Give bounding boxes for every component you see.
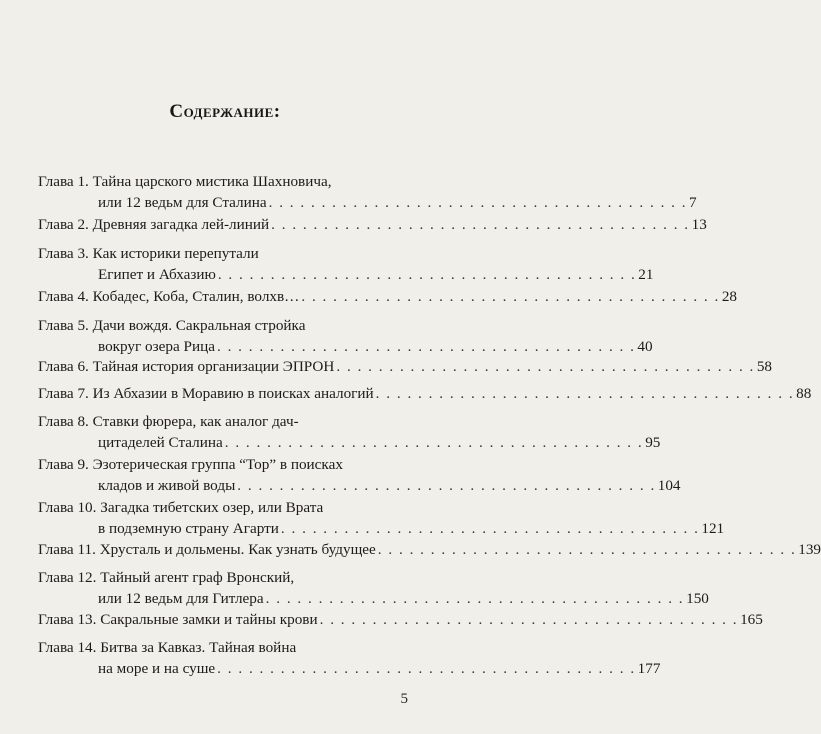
page-ref: 95: [645, 434, 661, 451]
page-ref: 177: [637, 660, 661, 677]
chapter-number: Глава 2.: [38, 216, 89, 233]
leader-dots: . . . . . . . . . . . . . . . . . . . . . . . . . . . . . . . . . . . . . . . .: [216, 338, 636, 355]
toc-entry-9: [38, 454, 681, 496]
toc-entry-13: [38, 609, 763, 630]
page-ref: 104: [657, 477, 681, 494]
chapter-number: Глава 6.: [38, 358, 89, 375]
leader-dots: . . . . . . . . . . . . . . . . . . . . . . . . . . . . . . . . . . . . . . . .: [377, 541, 797, 558]
page-number: 5: [400, 691, 408, 707]
page-ref: 150: [686, 590, 709, 607]
leader-dots: . . . . . . . . . . . . . . . . . . . . . . . . . . . . . . . . . . . . . . . .: [224, 434, 644, 451]
page-ref: 7: [689, 194, 697, 211]
chapter-number: Глава 4.: [38, 288, 89, 305]
page-ref: 139: [798, 541, 821, 558]
page-ref: 40: [637, 338, 653, 355]
page-ref: 21: [638, 266, 654, 283]
chapter-title-line2: или 12 ведьм для Сталина: [98, 194, 267, 211]
leader-dots: . . . . . . . . . . . . . . . . . . . . . . . . . . . . . . . . . . . . . . . .: [336, 358, 755, 375]
leader-dots: . . . . . . . . . . . . . . . . . . . . . . . . . . . . . . . . . . . . . . . .: [217, 266, 637, 283]
toc-entry-4: [38, 286, 737, 307]
leader-dots: . . . . . . . . . . . . . . . . . . . . . . . . . . . . . . . . . . . . . . . .: [375, 385, 795, 402]
page-ref: 121: [701, 520, 725, 537]
toc-entry-8: [38, 411, 661, 453]
chapter-number: Глава 9.: [38, 456, 89, 473]
chapter-number: Глава 11.: [38, 541, 96, 558]
page-ref: 88: [796, 385, 812, 402]
chapter-number: Глава 13.: [38, 611, 97, 628]
chapter-title-line2: на море и на суше: [98, 660, 216, 677]
toc-entry-11: [38, 539, 821, 560]
chapter-title-line1: Древняя загадка лей-линий: [92, 216, 270, 233]
chapter-number: Глава 7.: [38, 385, 89, 402]
toc-entry-12: [38, 567, 709, 609]
chapter-title-line1: Хрусталь и дольмены. Как узнать будущее: [99, 541, 376, 558]
chapter-title-line1: Сакральные замки и тайны крови: [100, 611, 318, 628]
chapter-title-line2: Египет и Абхазию: [98, 266, 216, 283]
page-ref: 13: [691, 216, 707, 233]
toc-entry-5: [38, 315, 653, 357]
leader-dots: . . . . . . . . . . . . . . . . . . . . . . . . . . . . . . . . . . . . . . . .: [268, 194, 688, 211]
chapter-title-line2: в подземную страну Агарти: [98, 520, 279, 537]
chapter-title-line2: цитаделей Сталина: [98, 434, 223, 451]
page-ref: 58: [756, 358, 773, 375]
toc-entry-3: [38, 243, 654, 285]
leader-dots: . . . . . . . . . . . . . . . . . . . . . . . . . . . . . . . . . . . . . . . .: [265, 590, 685, 607]
leader-dots: . . . . . . . . . . . . . . . . . . . . . . . . . . . . . . . . . . . . . . . .: [237, 477, 656, 494]
chapter-title-line1: Тайная история организации ЭПРОН: [92, 358, 335, 375]
toc-entry-14: [38, 637, 661, 679]
chapter-title-line1: Битва за Кавказ. Тайная война: [100, 639, 297, 656]
chapter-number: Глава 3.: [38, 245, 89, 262]
toc-entry-1: [38, 171, 697, 213]
toc-entry-10: [38, 497, 725, 539]
chapter-title-line1: Тайный агент граф Вронский,: [100, 569, 295, 586]
chapter-title-line1: Из Абхазии в Моравию в поисках аналогий: [92, 385, 374, 402]
chapter-number: Глава 8.: [38, 413, 89, 430]
leader-dots: . . . . . . . . . . . . . . . . . . . . . . . . . . . . . . . . . . . . . . . .: [301, 288, 720, 305]
page-ref: 165: [740, 611, 763, 628]
chapter-number: Глава 12.: [38, 569, 97, 586]
chapter-title-line2: вокруг озера Рица: [98, 338, 215, 355]
toc-entry-6: [38, 356, 773, 377]
chapter-title-line1: Ставки фюрера, как аналог дач-: [92, 413, 299, 430]
chapter-number: Глава 10.: [38, 499, 97, 516]
leader-dots: . . . . . . . . . . . . . . . . . . . . . . . . . . . . . . . . . . . . . . . .: [271, 216, 690, 233]
page-title: Содержание:: [169, 101, 281, 122]
chapter-number: Глава 1.: [38, 173, 89, 190]
toc-entry-2: [38, 214, 707, 235]
chapter-title-line1: Кобадес, Коба, Сталин, волхв…: [92, 288, 300, 305]
chapter-title-line1: Дачи вождя. Сакральная стройка: [92, 317, 306, 334]
chapter-title-line1: Загадка тибетских озер, или Врата: [100, 499, 324, 516]
chapter-title-line1: Как историки перепутали: [92, 245, 259, 262]
leader-dots: . . . . . . . . . . . . . . . . . . . . . . . . . . . . . . . . . . . . . . . .: [280, 520, 700, 537]
page-ref: 28: [721, 288, 737, 305]
chapter-number: Глава 14.: [38, 639, 97, 656]
chapter-title-line2: или 12 ведьм для Гитлера: [98, 590, 264, 607]
leader-dots: . . . . . . . . . . . . . . . . . . . . . . . . . . . . . . . . . . . . . . . .: [217, 660, 636, 677]
leader-dots: . . . . . . . . . . . . . . . . . . . . . . . . . . . . . . . . . . . . . . . .: [319, 611, 739, 628]
toc-entry-7: [38, 383, 812, 404]
chapter-title-line1: Тайна царского мистика Шахновича,: [92, 173, 332, 190]
chapter-number: Глава 5.: [38, 317, 89, 334]
chapter-title-line1: Эзотерическая группа “Тор” в поисках: [92, 456, 343, 473]
chapter-title-line2: кладов и живой воды: [98, 477, 236, 494]
